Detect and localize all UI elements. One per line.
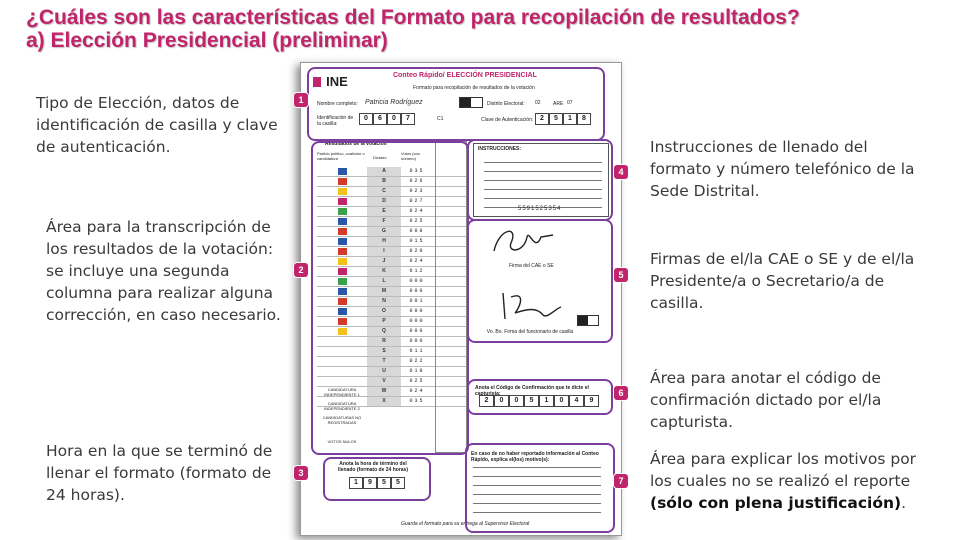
row-letter: L [367, 277, 401, 286]
highlight-2 [311, 141, 469, 455]
description-3: Hora en la que se terminó de llenar el formato (formato de 24 horas). [46, 442, 273, 504]
row-votes: 019 [409, 368, 425, 374]
badge-6: 6 [614, 386, 628, 400]
row-votes: 000 [409, 318, 425, 324]
auth-digit: 1 [563, 113, 577, 125]
phone-number: 5591525354 [518, 206, 562, 212]
row-votes: 008 [409, 228, 425, 234]
row-votes: 000 [409, 338, 425, 344]
auth-digit: 2 [535, 113, 549, 125]
row-votes: 001 [409, 298, 425, 304]
badge-7: 7 [614, 474, 628, 488]
row-votes: 035 [409, 398, 425, 404]
row-letter: T [367, 357, 401, 366]
row-letter: N [367, 297, 401, 306]
slide-title [26, 6, 800, 52]
row-votes: 000 [409, 328, 425, 334]
row-letter: E [367, 207, 401, 216]
title-line-2: a) Elección Presidencial (preliminar) [26, 29, 388, 52]
sig1-label: Firma del CAE o SE [509, 263, 554, 269]
row-letter: Q [367, 327, 401, 336]
row-votes: 000 [409, 308, 425, 314]
highlight-5 [467, 219, 613, 343]
time-digit: 9 [363, 477, 377, 489]
time-label: Anota la hora de término del llenado (formato de 24 horas) [337, 461, 408, 473]
form-heading: Conteo Rápido/ ELECCIÓN PRESIDENCIAL [393, 72, 537, 79]
row-letter: S [367, 347, 401, 356]
highlight-4 [467, 139, 613, 221]
highlight-7 [465, 443, 615, 533]
instructions-title: INSTRUCCIONES: [478, 146, 522, 152]
row-letter: B [367, 177, 401, 186]
form-subheading: Formato para recopilación de resultados de la votación [413, 85, 535, 91]
row-votes: 012 [409, 268, 425, 274]
row-letter: V [367, 377, 401, 386]
name-value: Patricia Rodríguez [365, 99, 423, 106]
null-votes: VOTOS NULOS [327, 439, 357, 444]
description-7-end: . [901, 494, 907, 512]
row-votes: 011 [409, 348, 425, 354]
col-digit: Dictado [373, 155, 387, 160]
code-digit: 0 [554, 395, 569, 407]
district-label: Distrito Electoral: [487, 101, 525, 107]
are-label: ARE [553, 101, 564, 107]
row-letter: A [367, 167, 401, 176]
title-line-1: ¿Cuáles son las características del Formato para recopilación de resultados? [26, 6, 800, 29]
code-digit: 9 [584, 395, 599, 407]
casilla-type: C1 [437, 116, 444, 122]
row-votes: 026 [409, 178, 425, 184]
row-letter: K [367, 267, 401, 276]
ine-logo: INE [313, 71, 348, 90]
casilla-label: Identificación de la casilla: [317, 115, 354, 127]
row-votes: 024 [409, 208, 425, 214]
reason-label: En caso de no haber reportado información al Conteo Rápido, explica el(los) motivo(s): [471, 451, 599, 463]
code-digit: 5 [524, 395, 539, 407]
code-digit: 4 [569, 395, 584, 407]
casilla-digit: 6 [373, 113, 387, 125]
row-letter: U [367, 367, 401, 376]
description-1: Tipo de Elección, datos de identificación de casilla y clave de autenticación. [36, 94, 278, 156]
row-letter: D [367, 197, 401, 206]
row-votes: 025 [409, 218, 425, 224]
time-digit: 1 [349, 477, 363, 489]
time-digit: 5 [391, 477, 405, 489]
description-5: Firmas de el/la CAE o SE y de el/la Presidente/a o Secretario/a de casilla. [650, 250, 915, 312]
casilla-digit: 0 [387, 113, 401, 125]
row-votes: 023 [409, 188, 425, 194]
casilla-digit: 0 [359, 113, 373, 125]
highlight-3 [323, 457, 431, 501]
col-party: Partido político, coalición o candidatura [317, 151, 365, 161]
badge-2: 2 [294, 263, 308, 277]
casilla-digit: 7 [401, 113, 415, 125]
row-votes: 035 [409, 168, 425, 174]
description-4: Instrucciones de llenado del formato y número telefónico de la Sede Distrital. [650, 138, 915, 200]
form-footer: Guarda el formato para su entrega al Supervisor Electoral [401, 521, 530, 527]
description-7-bold: (sólo con plena justificación) [650, 494, 902, 512]
row-letter: P [367, 317, 401, 326]
row-letter: G [367, 227, 401, 236]
row-letter: H [367, 237, 401, 246]
row-letter: J [367, 257, 401, 266]
auth-digit: 8 [577, 113, 591, 125]
district-value: 02 [535, 100, 541, 106]
results-form [300, 62, 622, 536]
cand-ind-2: CANDIDATURA INDEPENDIENTE 2 [324, 401, 360, 411]
cand-no-reg: CANDIDATURAS NO REGISTRADAS [322, 415, 362, 425]
col-votes: Votos (con número) [401, 151, 420, 161]
sig2-label: Vo. Bo. Firma del funcionario de casilla [486, 329, 574, 335]
row-votes: 025 [409, 378, 425, 384]
row-votes: 022 [409, 358, 425, 364]
description-2: Área para la transcripción de los resultados de la votación: se incluye una segunda columna para realizar alguna corrección, en caso necesario. [46, 218, 281, 324]
code-digit: 2 [479, 395, 494, 407]
code-digit: 0 [509, 395, 524, 407]
auth-digit: 5 [549, 113, 563, 125]
results-header: Resultados de la votación [325, 141, 387, 147]
code-digit: 0 [494, 395, 509, 407]
description-7-text: Área para explicar los motivos por los cuales no se realizó el reporte [650, 450, 917, 490]
row-letter: F [367, 217, 401, 226]
row-letter: I [367, 247, 401, 256]
badge-3: 3 [294, 466, 308, 480]
row-votes: 027 [409, 198, 425, 204]
row-votes: 024 [409, 258, 425, 264]
badge-1: 1 [294, 93, 308, 107]
time-digit: 5 [377, 477, 391, 489]
badge-4: 4 [614, 165, 628, 179]
cand-ind-1: CANDIDATURA INDEPENDIENTE 1 [324, 387, 360, 397]
description-6: Área para anotar el código de confirmación dictado por el/la capturista. [650, 369, 882, 431]
description-7 [650, 448, 920, 514]
row-letter: M [367, 287, 401, 296]
highlight-6 [467, 379, 613, 415]
are-value: 07 [567, 100, 573, 106]
row-letter: O [367, 307, 401, 316]
row-letter: C [367, 187, 401, 196]
row-votes: 024 [409, 388, 425, 394]
highlight-1 [307, 67, 605, 141]
row-votes: 020 [409, 248, 425, 254]
badge-5: 5 [614, 268, 628, 282]
auth-label: Clave de Autenticación: [481, 117, 534, 123]
row-votes: 000 [409, 278, 425, 284]
name-label: Nombre completo: [317, 101, 358, 107]
row-votes: 015 [409, 238, 425, 244]
row-letter: R [367, 337, 401, 346]
code-digit: 1 [539, 395, 554, 407]
code-label: Anota el Código de Confirmación que te dicte el capturista: [475, 385, 589, 397]
row-letter: X [367, 397, 401, 406]
row-letter: W [367, 387, 401, 396]
row-votes: 000 [409, 288, 425, 294]
